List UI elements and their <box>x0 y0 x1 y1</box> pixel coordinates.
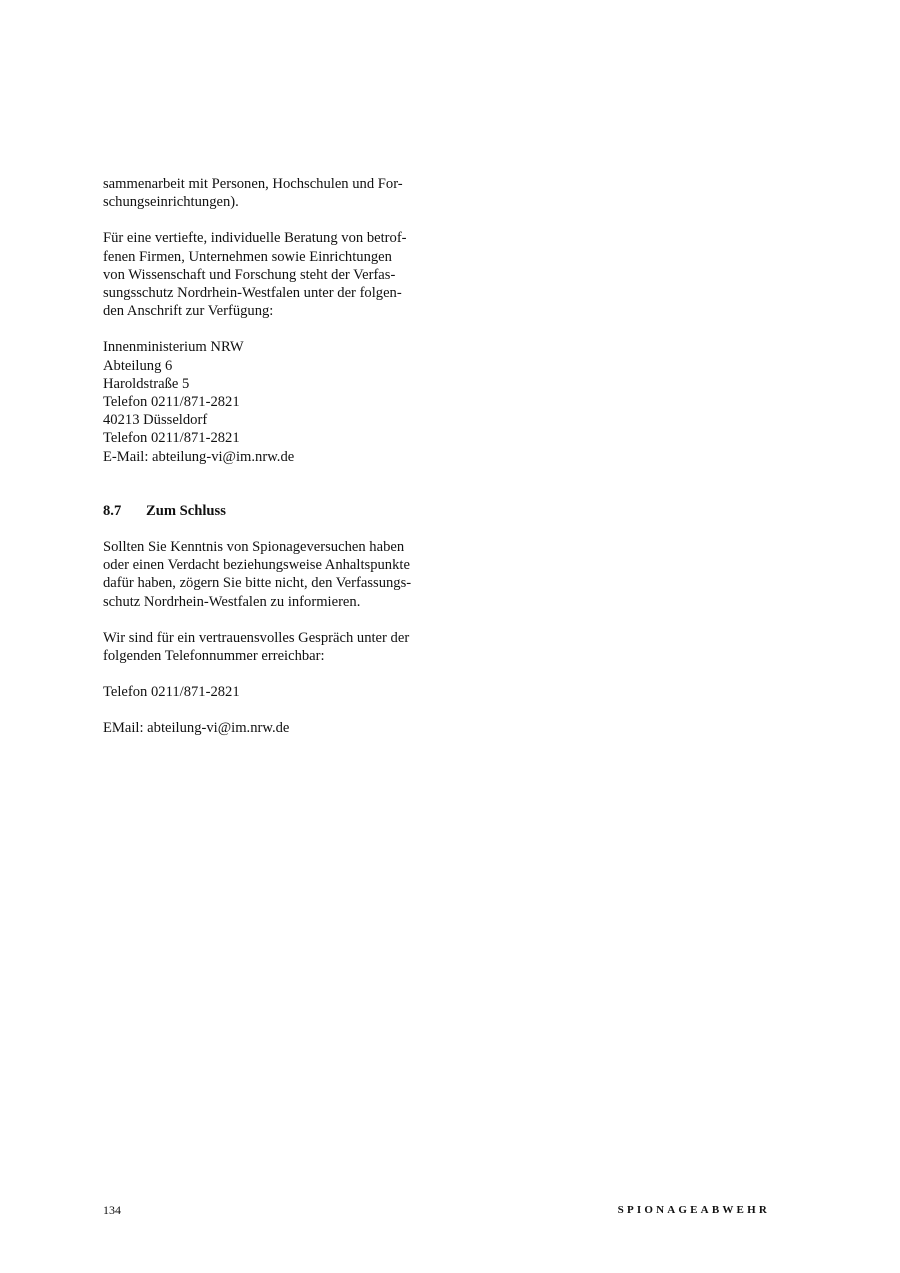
address-line: Abteilung 6 <box>103 357 173 374</box>
section-number: 8.7 <box>103 502 122 519</box>
address-line: Haroldstraße 5 <box>103 375 190 392</box>
text-line: fenen Firmen, Unternehmen sowie Einrichtungen <box>103 248 392 265</box>
paragraph-consultation <box>103 229 433 320</box>
text-line: dafür haben, zögern Sie bitte nicht, den Verfassungs- <box>103 575 412 592</box>
running-head: SPIONAGEABWEHR <box>617 1204 770 1216</box>
text-line: sammenarbeit mit Personen, Hochschulen und For- <box>103 176 403 192</box>
address-email: E-Mail: abteilung-vi@im.nrw.de <box>103 448 295 465</box>
text-line: von Wissenschaft und Forschung steht der Verfas- <box>103 266 396 283</box>
address-line: Telefon 0211/871-2821 <box>103 394 240 411</box>
text-line: Sollten Sie Kenntnis von Spionageversuchen haben <box>103 539 405 556</box>
section-heading <box>103 502 433 520</box>
text-line: Für eine vertiefte, individuelle Beratung von betrof- <box>103 230 407 247</box>
address-block <box>103 338 433 465</box>
paragraph-intro-continuation <box>103 175 433 211</box>
text-line: oder einen Verdacht beziehungsweise Anhaltspunkte <box>103 557 410 574</box>
paragraph-espionage-report <box>103 538 433 611</box>
address-line: 40213 Düsseldorf <box>103 412 208 429</box>
page-number: 134 <box>103 1203 121 1217</box>
page-footer <box>103 1203 770 1217</box>
text-line: schungseinrichtungen). <box>103 194 239 211</box>
contact-email: EMail: abteilung-vi@im.nrw.de <box>103 720 290 737</box>
text-line: den Anschrift zur Verfügung: <box>103 303 274 320</box>
text-line: Wir sind für ein vertrauensvolles Gespräch unter der <box>103 629 410 646</box>
address-line: Innenministerium NRW <box>103 339 244 356</box>
paragraph-contact <box>103 629 433 665</box>
address-line: Telefon 0211/871-2821 <box>103 430 240 447</box>
text-column <box>103 175 433 738</box>
text-line: schutz Nordrhein-Westfalen zu informieren. <box>103 593 361 610</box>
text-line: sungsschutz Nordrhein-Westfalen unter der folgen- <box>103 285 402 302</box>
contact-phone: Telefon 0211/871-2821 <box>103 684 240 701</box>
text-line: folgenden Telefonnummer erreichbar: <box>103 648 325 665</box>
section-title: Zum Schluss <box>146 502 226 519</box>
